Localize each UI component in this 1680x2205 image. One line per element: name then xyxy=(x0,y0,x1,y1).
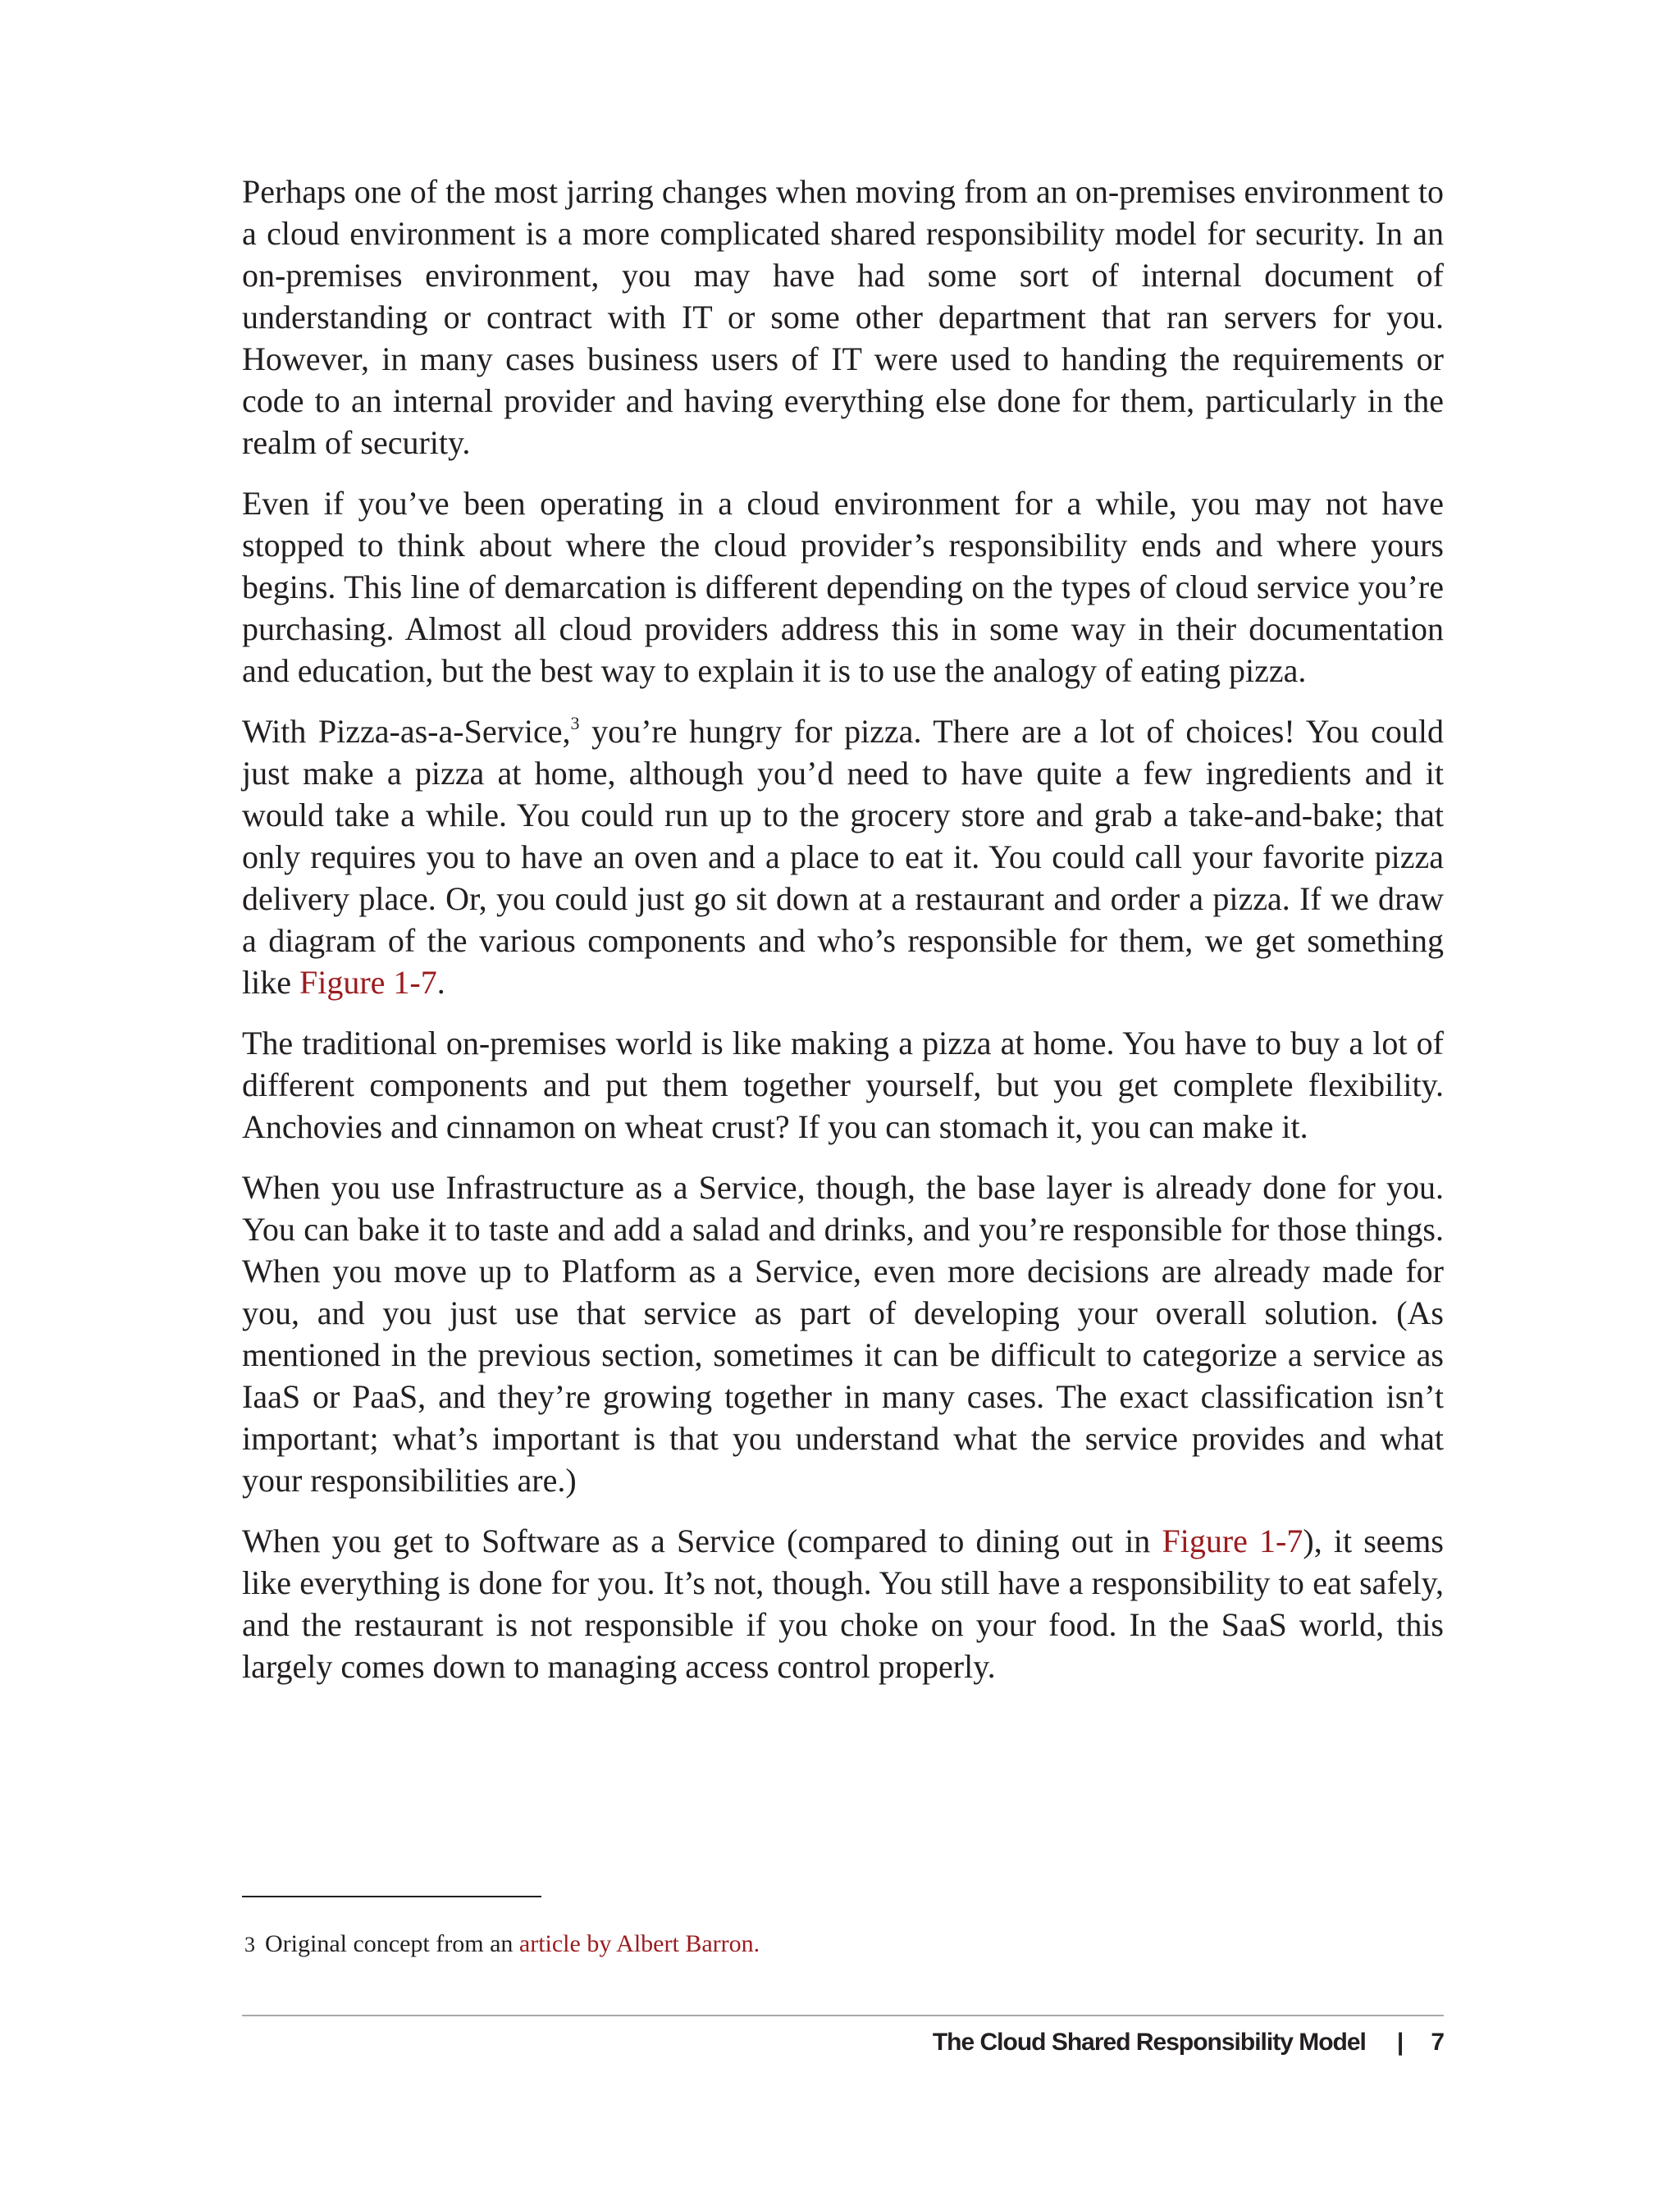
paragraph-pizza-as-a-service xyxy=(242,710,1444,1003)
page-number: 7 xyxy=(1431,2029,1444,2056)
footer-divider xyxy=(242,2015,1444,2016)
paragraph-shared-responsibility-intro: Perhaps one of the most jarring changes when moving from an on-premises environment to a cloud environment is a more complicated shared responsibility model for security. In an on-premises environment, you may have had some sort of internal document of understanding or contract with IT or some other department that ran servers for you. However, in many cases business users of IT were used to handing the requirements or code to an internal provider and having everything else done for them, particularly in the realm of security. xyxy=(242,173,1444,461)
footnote-divider xyxy=(242,1896,541,1897)
paragraph-text: With Pizza-as-a-Service, xyxy=(242,713,571,750)
page-body xyxy=(242,171,1444,1706)
footer-separator: | xyxy=(1396,2029,1404,2056)
paragraph-text: you’re hungry for pizza. There are a lot of choices! You could just make a pizza at home, although you’d need to have quite a few ingredients and it would take a while. You could run up to the grocery store and grab a take-and-bake; that only requires you to have an oven and a place to eat it. You could call your favorite pizza delivery place. Or, you could just go sit down at a restaurant and order a pizza. If we draw a diagram of the various components and who’s responsible for them, we get something like xyxy=(242,713,1444,1001)
paragraph-iaas-paas: When you use Infrastructure as a Service, though, the base layer is already done for you. You can bake it to taste and add a salad and drinks, and you’re responsible for those things. When you move up to Platform as a Service, even more decisions are already made for you, and you just use that service as part of developing your overall solution. (As mentioned in the previous section, sometimes it can be difficult to categorize a service as IaaS or PaaS, and they’re growing together in many cases. The exact classification isn’t important; what’s important is that you understand what the service provides and what your responsibilities are.) xyxy=(242,1169,1444,1499)
figure-1-7-link[interactable]: Figure 1-7 xyxy=(1162,1522,1303,1559)
figure-1-7-link[interactable]: Figure 1-7 xyxy=(299,964,437,1001)
footnote-text: Original concept from an xyxy=(265,1930,519,1957)
footnote xyxy=(244,1928,760,1961)
paragraph-demarcation: Even if you’ve been operating in a cloud environment for a while, you may not have stopped to think about where the cloud provider’s responsibility ends and where yours begins. This line of demarcation is different depending on the types of cloud service you’re purchasing. Almost all cloud providers address this in some way in their documentation and education, but the best way to explain it is to use the analogy of eating pizza. xyxy=(242,485,1444,689)
article-link[interactable]: article by Albert Barron. xyxy=(518,1930,760,1957)
running-section-title: The Cloud Shared Responsibility Model xyxy=(932,2029,1366,2056)
footnote-number: 3 xyxy=(244,1933,255,1956)
footnote-reference[interactable]: 3 xyxy=(570,712,580,733)
paragraph-text: ), it seems like everything is done for you. It’s not, though. You still have a responsibility to eat safely, and the restaurant is not responsible if you choke on your food. In the SaaS world, this largely comes down to managing access control properly. xyxy=(242,1522,1444,1685)
paragraph-text: When you get to Software as a Service (compared to dining out in xyxy=(242,1522,1162,1559)
paragraph-text: . xyxy=(436,964,445,1001)
paragraph-saas xyxy=(242,1520,1444,1687)
page-footer xyxy=(933,2026,1444,2059)
paragraph-on-premises-analogy: The traditional on-premises world is like making a pizza at home. You have to buy a lot of different components and put them together yourself, but you get complete flexibility. Anchovies and cinnamon on wheat crust? If you can stomach it, you can make it. xyxy=(242,1025,1444,1145)
